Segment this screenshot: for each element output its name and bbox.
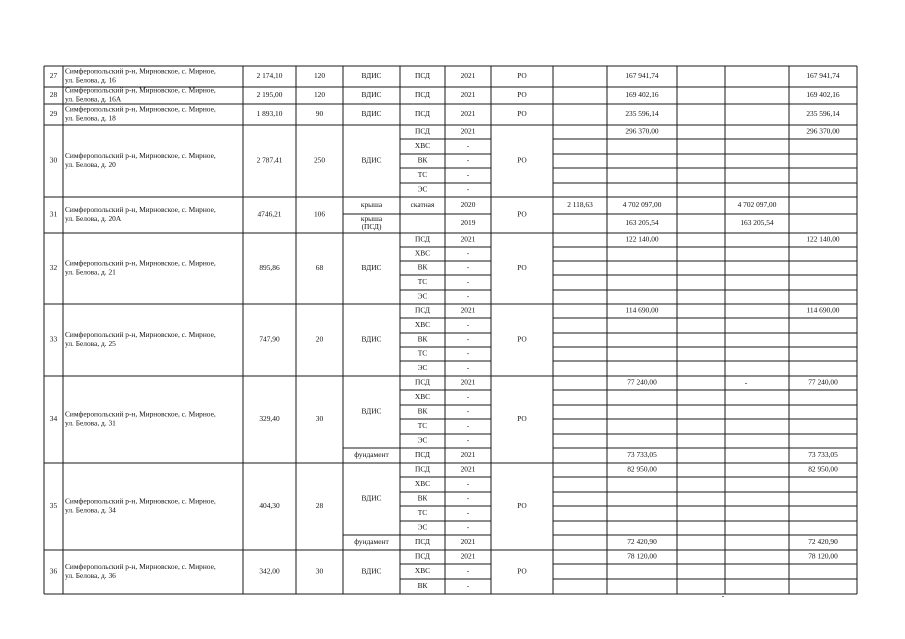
cost-column: 114 690,00: [806, 305, 840, 315]
work-kind: ПСД: [415, 109, 430, 119]
total-area: 4746,21: [257, 209, 282, 219]
work-kind: ХВС: [414, 320, 431, 330]
cost-column: 4 702 097,00: [737, 200, 777, 210]
work-year: -: [466, 493, 470, 503]
cost-column: 82 950,00: [808, 464, 838, 474]
funding-source: РО: [517, 414, 527, 424]
work-kind: ЭС: [417, 184, 428, 194]
address-line: Симферопольский р-н, Мирновское, с. Мирное,: [65, 66, 216, 76]
work-kind: ПСД: [415, 450, 430, 460]
residents-count: 30: [315, 566, 324, 576]
work-year: -: [466, 184, 470, 194]
total-area: 342,00: [259, 566, 280, 576]
work-year: 2021: [460, 537, 476, 547]
address-line: Симферопольский р-н, Мирновское, с. Мирное,: [65, 85, 216, 95]
funding-source: РО: [517, 566, 527, 576]
work-type: ВДИС: [361, 263, 382, 273]
funding-source: РО: [517, 90, 527, 100]
work-kind: ЭС: [417, 291, 428, 301]
work-type: ВДИС: [361, 493, 382, 503]
row-number: 34: [49, 414, 58, 424]
work-year: -: [466, 581, 470, 591]
cost-column: 72 420,90: [808, 537, 838, 547]
work-year: 2020: [460, 200, 476, 210]
total-cost: 122 140,00: [625, 234, 659, 244]
work-kind: ВК: [417, 581, 428, 591]
work-year: -: [466, 522, 470, 532]
address-line: Симферопольский р-н, Мирновское, с. Мирное,: [65, 562, 216, 572]
work-kind: ПСД: [415, 537, 430, 547]
address-line: Симферопольский р-н, Мирновское, с. Мирное,: [65, 151, 216, 161]
total-area: 895,86: [259, 263, 280, 273]
work-kind: ХВС: [414, 566, 431, 576]
work-year: -: [466, 508, 470, 518]
work-year: -: [466, 170, 470, 180]
address-line: Симферопольский р-н, Мирновское, с. Мирное,: [65, 409, 216, 419]
work-year: -: [466, 566, 470, 576]
row-number: 36: [49, 566, 58, 576]
residents-count: 68: [315, 263, 324, 273]
work-year: -: [466, 262, 470, 272]
row-number: 35: [49, 501, 58, 511]
total-area: 329,40: [259, 414, 280, 424]
work-type: ВДИС: [361, 155, 382, 165]
work-kind: ТС: [417, 348, 428, 358]
residents-count: 28: [315, 501, 324, 511]
work-year: -: [466, 320, 470, 330]
work-year: -: [466, 277, 470, 287]
residents-count: 30: [315, 414, 324, 424]
work-year: -: [466, 291, 470, 301]
total-cost: 82 950,00: [627, 464, 657, 474]
work-kind: ВК: [417, 155, 428, 165]
work-kind: ТС: [417, 277, 428, 287]
work-kind: ПСД: [415, 305, 430, 315]
address-line: Симферопольский р-н, Мирновское, с. Мирное,: [65, 258, 216, 268]
address-line: ул. Белова, д. 18: [65, 113, 116, 123]
funding-source: РО: [517, 334, 527, 344]
cost-column: 167 941,74: [806, 71, 840, 81]
total-cost: 296 370,00: [625, 126, 659, 136]
total-area: 747,90: [259, 334, 280, 344]
work-year: -: [466, 363, 470, 373]
work-type: (ПСД): [361, 222, 382, 232]
total-cost: 4 702 097,00: [622, 200, 662, 210]
residents-count: 250: [313, 155, 326, 165]
total-cost: 78 120,00: [627, 551, 657, 561]
cost-column: 169 402,16: [806, 90, 840, 100]
work-type: фундамент: [354, 537, 389, 547]
row-number: 30: [49, 155, 58, 165]
work-year: -: [466, 406, 470, 416]
address-line: ул. Белова, д. 31: [65, 418, 116, 428]
address-line: ул. Белова, д. 16А: [65, 94, 122, 104]
funding-source: РО: [517, 263, 527, 273]
work-kind: ЭС: [417, 435, 428, 445]
work-year: -: [466, 141, 470, 151]
work-year: 2021: [460, 234, 476, 244]
work-kind: ВК: [417, 262, 428, 272]
scan-speck: [745, 383, 747, 384]
work-year: -: [466, 155, 470, 165]
work-year: 2021: [460, 377, 476, 387]
total-area: 2 174,10: [256, 71, 283, 81]
work-kind: скатная: [410, 200, 435, 210]
residents-count: 90: [315, 109, 324, 119]
work-year: -: [466, 248, 470, 258]
row-number: 32: [49, 263, 58, 273]
work-year: 2021: [460, 305, 476, 315]
total-cost: 167 941,74: [625, 71, 659, 81]
work-type: ВДИС: [361, 109, 382, 119]
row-number: 31: [49, 209, 58, 219]
work-year: 2021: [460, 464, 476, 474]
work-year: -: [466, 334, 470, 344]
funding-source: РО: [517, 501, 527, 511]
address-line: ул. Белова, д. 25: [65, 339, 116, 349]
work-kind: ХВС: [414, 141, 431, 151]
work-year: 2021: [460, 71, 476, 81]
work-year: -: [466, 479, 470, 489]
funding-source: РО: [517, 71, 527, 81]
total-area: 2 787,41: [256, 155, 283, 165]
work-kind: ХВС: [414, 248, 431, 258]
address-line: ул. Белова, д. 20: [65, 160, 116, 170]
funding-source: РО: [517, 209, 527, 219]
address-line: ул. Белова, д. 16: [65, 75, 116, 85]
work-year: -: [466, 421, 470, 431]
cost-column: 296 370,00: [806, 126, 840, 136]
work-kind: ВК: [417, 334, 428, 344]
work-kind: ТС: [417, 170, 428, 180]
work-type: ВДИС: [361, 334, 382, 344]
work-year: -: [466, 348, 470, 358]
work-year: 2021: [460, 109, 476, 119]
total-cost: 114 690,00: [625, 305, 659, 315]
work-kind: ХВС: [414, 479, 431, 489]
work-type: ВДИС: [361, 406, 382, 416]
cost-column: 73 733,05: [808, 450, 838, 460]
work-kind: ЭС: [417, 363, 428, 373]
total-area: 2 195,00: [256, 90, 283, 100]
total-cost: 72 420,90: [627, 537, 657, 547]
work-kind: ПСД: [415, 126, 430, 136]
address-line: ул. Белова, д. 20А: [65, 214, 122, 224]
row-number: 33: [49, 334, 58, 344]
work-year: -: [466, 392, 470, 402]
work-kind: ПСД: [415, 90, 430, 100]
work-kind: ПСД: [415, 71, 430, 81]
address-line: ул. Белова, д. 21: [65, 267, 116, 277]
total-area: 404,30: [259, 501, 280, 511]
funding-source: РО: [517, 155, 527, 165]
work-kind: ПСД: [415, 464, 430, 474]
work-year: 2021: [460, 126, 476, 136]
total-cost: 169 402,16: [625, 90, 659, 100]
total-cost: 77 240,00: [627, 377, 657, 387]
work-kind: ПСД: [415, 377, 430, 387]
address-line: Симферопольский р-н, Мирновское, с. Мирное,: [65, 205, 216, 215]
funding-source: РО: [517, 109, 527, 119]
total-area: 1 893,10: [256, 109, 283, 119]
address-line: ул. Белова, д. 36: [65, 571, 116, 581]
address-line: ул. Белова, д. 34: [65, 505, 116, 515]
cost-column: 235 596,14: [806, 109, 840, 119]
work-volume: 2 118,63: [567, 200, 593, 210]
total-cost: 163 205,54: [625, 218, 659, 228]
row-number: 28: [49, 90, 58, 100]
work-type: крыша: [360, 200, 383, 210]
row-number: 29: [49, 109, 58, 119]
residents-count: 106: [313, 209, 326, 219]
work-kind: ЭС: [417, 522, 428, 532]
work-kind: ВК: [417, 493, 428, 503]
work-year: 2021: [460, 450, 476, 460]
cost-column: 122 140,00: [806, 234, 840, 244]
address-line: Симферопольский р-н, Мирновское, с. Мирное,: [65, 104, 216, 114]
residents-count: 120: [313, 90, 326, 100]
work-kind: ТС: [417, 508, 428, 518]
scan-speck: [722, 596, 724, 597]
work-kind: ХВС: [414, 392, 431, 402]
work-year: -: [466, 435, 470, 445]
work-type: ВДИС: [361, 90, 382, 100]
residents-count: 20: [315, 334, 324, 344]
row-number: 27: [49, 71, 58, 81]
total-cost: 73 733,05: [627, 450, 657, 460]
cost-column: 77 240,00: [808, 377, 838, 387]
work-type: крыша: [360, 214, 383, 224]
work-type: фундамент: [354, 450, 389, 460]
work-year: 2021: [460, 551, 476, 561]
residents-count: 120: [313, 71, 326, 81]
work-kind: ПСД: [415, 551, 430, 561]
work-kind: ПСД: [415, 234, 430, 244]
work-type: ВДИС: [361, 71, 382, 81]
work-year: 2021: [460, 90, 476, 100]
work-type: ВДИС: [361, 566, 382, 576]
work-kind: ТС: [417, 421, 428, 431]
work-kind: ВК: [417, 406, 428, 416]
cost-column: 163 205,54: [740, 218, 774, 228]
address-line: Симферопольский р-н, Мирновское, с. Мирное,: [65, 330, 216, 340]
address-line: Симферопольский р-н, Мирновское, с. Мирное,: [65, 496, 216, 506]
total-cost: 235 596,14: [625, 109, 659, 119]
work-year: 2019: [460, 218, 476, 228]
cost-column: 78 120,00: [808, 551, 838, 561]
